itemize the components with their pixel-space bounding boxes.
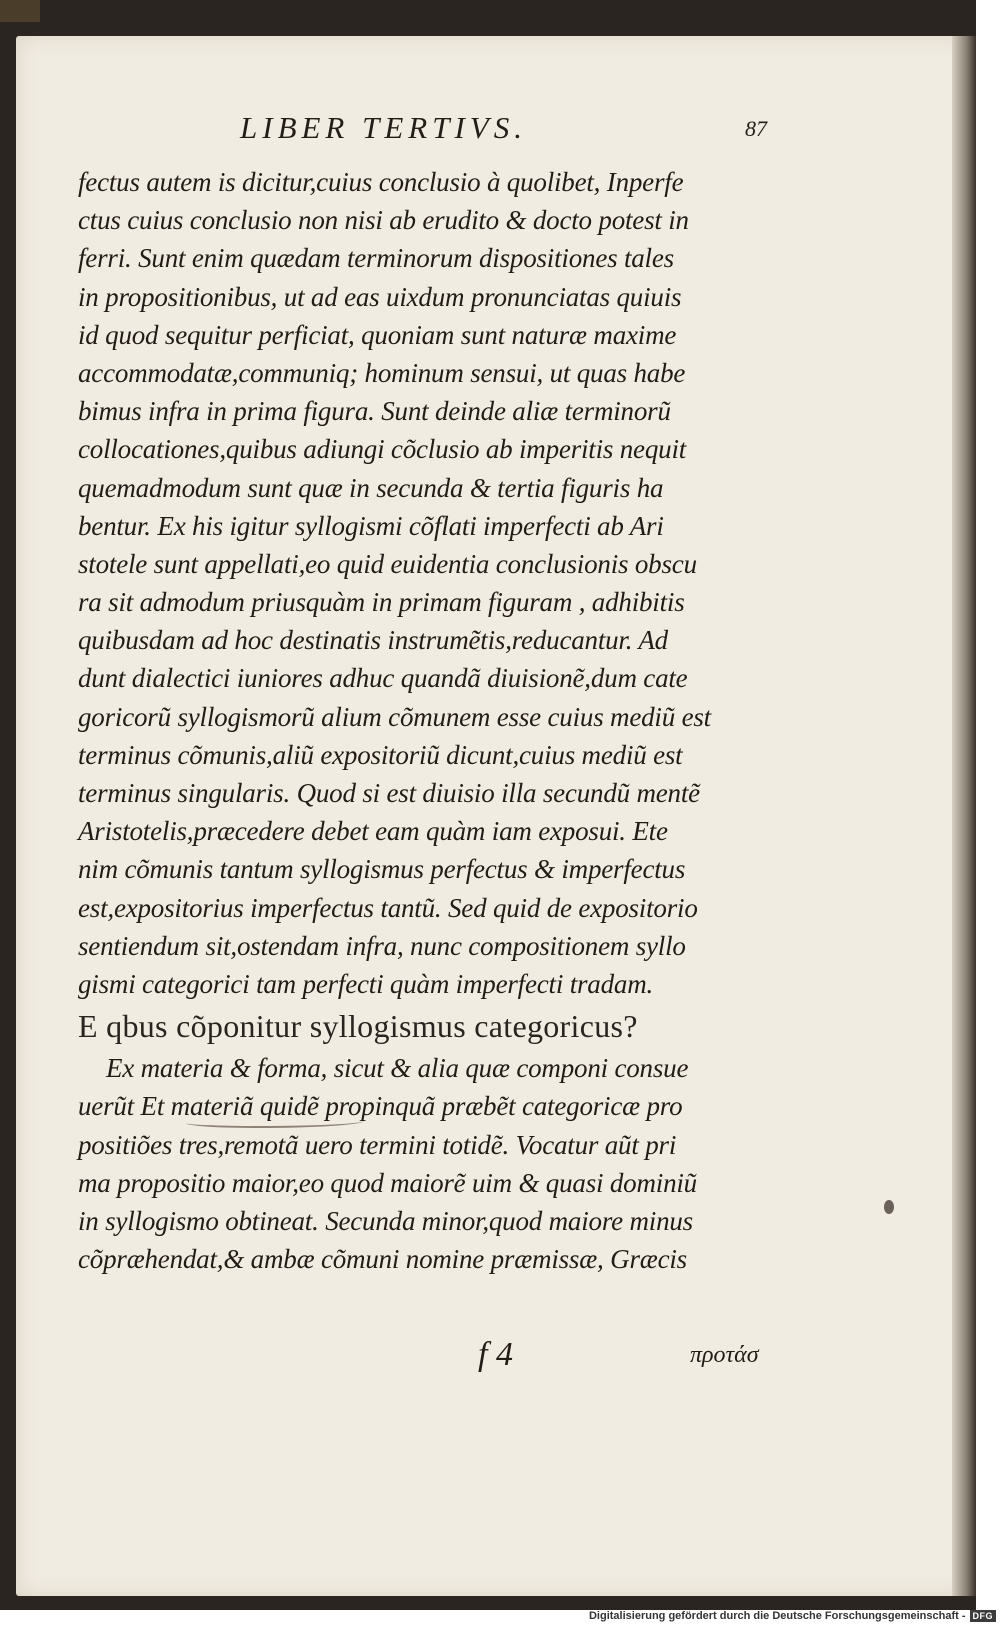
text-line: est,expositorius imperfectus tantũ. Sed quid de expositorio bbox=[78, 892, 698, 923]
text-block bbox=[78, 163, 768, 1278]
dfg-logo: DFG bbox=[970, 1610, 997, 1622]
text-line: in propositionibus, ut ad eas uixdum pronunciatas quiuis bbox=[78, 281, 682, 312]
text-line: cõpræhendat,& ambæ cõmuni nomine præmissæ, Græcis bbox=[78, 1244, 687, 1275]
text-line: bentur. Ex his igitur syllogismi cõflati imperfecti ab Ari bbox=[78, 510, 664, 541]
ink-spot bbox=[884, 1200, 894, 1214]
digitization-notice bbox=[589, 1608, 996, 1624]
text-line: quibusdam ad hoc destinatis instrumẽtis,reducantur. Ad bbox=[78, 625, 668, 656]
text-line: ferri. Sunt enim quædam terminorum dispositiones tales bbox=[78, 243, 674, 274]
text-line: terminus singularis. Quod si est diuisio illa secundũ mentẽ bbox=[78, 778, 700, 808]
section-heading: E qbus cõponitur syllogismus categoricus? bbox=[78, 1008, 638, 1045]
text-line: uerũt Et materiã quidẽ propinquã præbẽt categoricæ pro bbox=[78, 1091, 683, 1122]
binding-corner bbox=[0, 0, 40, 22]
signature-mark: f 4 bbox=[478, 1336, 513, 1373]
text-line: terminus cõmunis,aliũ expositoriũ dicunt,cuius mediũ est bbox=[78, 739, 683, 770]
page-footer bbox=[0, 1336, 1000, 1376]
digitization-notice-text: Digitalisierung gefördert durch die Deutsche Forschungsgemeinschaft - bbox=[588, 1610, 966, 1622]
text-line: fectus autem is dicitur,cuius conclusio à quolibet, Inperfe bbox=[78, 167, 684, 197]
text-line: dunt dialectici iuniores adhuc quandã diuisionẽ,dum cate bbox=[78, 663, 688, 694]
page-number: 87 bbox=[745, 116, 767, 141]
text-line: goricorũ syllogismorũ alium cõmunem esse cuius mediũ est bbox=[78, 701, 711, 732]
text-line: ctus cuius conclusio non nisi ab erudito & docto potest in bbox=[78, 205, 689, 236]
catchword: προτάσ bbox=[690, 1342, 759, 1368]
text-line: positiões tres,remotã uero termini totidẽ. Vocatur aũt pri bbox=[78, 1129, 677, 1160]
text-line: ra sit admodum priusquàm in primam figuram , adhibitis bbox=[78, 587, 685, 618]
text-line: nim cõmunis tantum syllogismus perfectus & imperfectus bbox=[78, 854, 686, 885]
text-line: ma propositio maior,eo quod maiorẽ uim & quasi dominiũ bbox=[78, 1167, 697, 1198]
running-head: LIBER TERTIVS. bbox=[240, 110, 527, 145]
text-line: gismi categorici tam perfecti quàm imperfecti tradam. bbox=[78, 968, 654, 999]
text-line: quemadmodum sunt quæ in secunda & tertia figuris ha bbox=[78, 472, 664, 503]
text-line: in syllogismo obtineat. Secunda minor,quod maiore minus bbox=[78, 1205, 693, 1236]
text-line: bimus infra in prima figura. Sunt deinde aliæ terminorũ bbox=[78, 396, 671, 427]
text-line: sentiendum sit,ostendam infra, nunc compositionem syllo bbox=[78, 930, 686, 961]
text-line: collocationes,quibus adiungi cõclusio ab imperitis nequit bbox=[78, 434, 687, 465]
text-line: id quod sequitur perficiat, quoniam sunt naturæ maxime bbox=[78, 319, 677, 350]
text-line: accommodatæ,communiq; hominum sensui, ut quas habe bbox=[78, 357, 686, 388]
text-line: Aristotelis,præcedere debet eam quàm iam exposui. Ete bbox=[78, 816, 668, 847]
page-header bbox=[0, 110, 1000, 160]
text-line: stotele sunt appellati,eo quid euidentia conclusionis obscu bbox=[78, 548, 697, 579]
text-line: Ex materia & forma, sicut & alia quæ componi consue bbox=[106, 1053, 689, 1084]
